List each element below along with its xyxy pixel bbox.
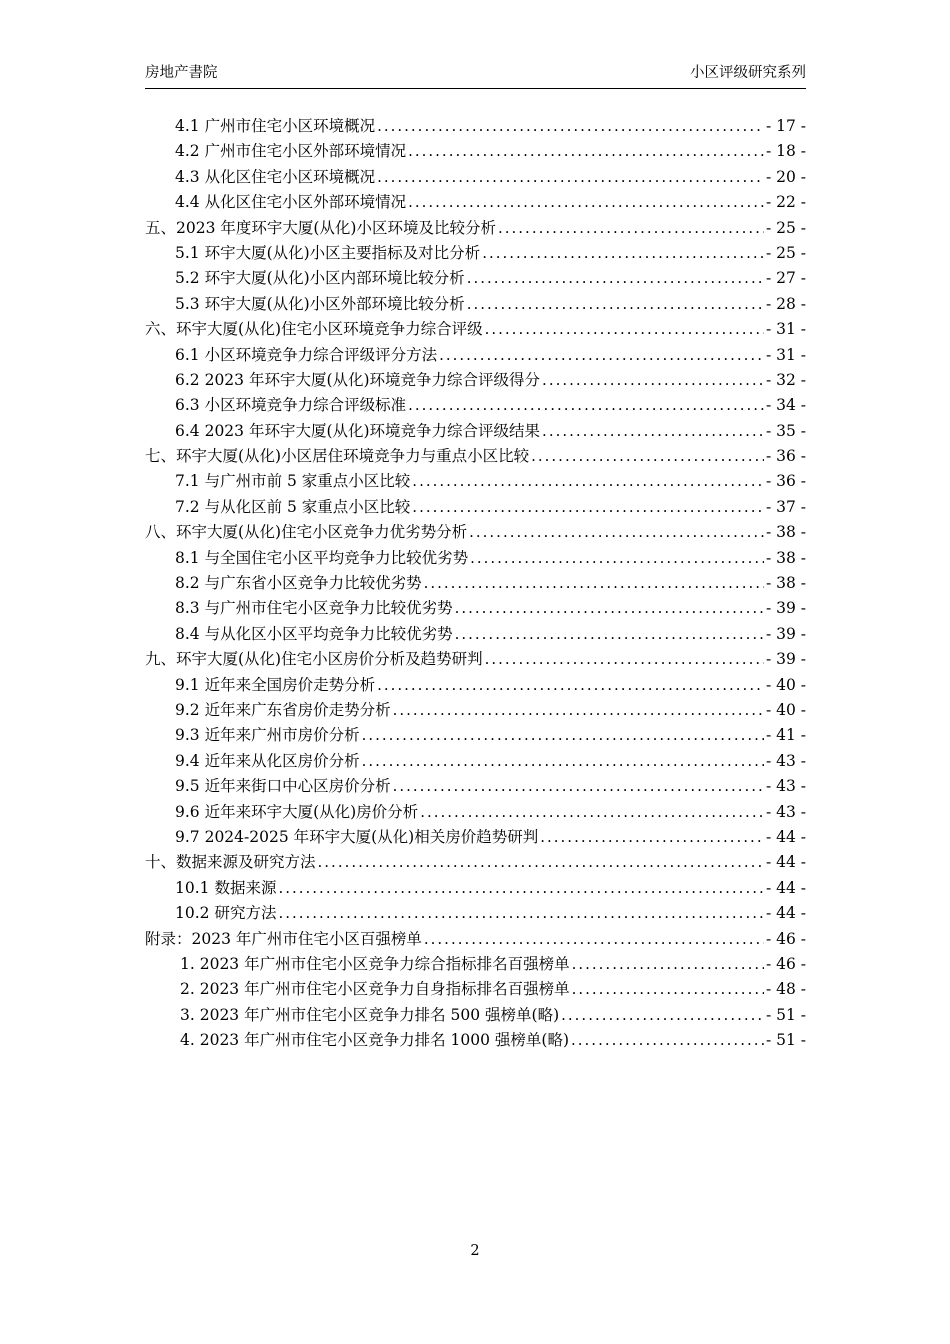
toc-entry[interactable] — [145, 927, 806, 952]
toc-page-number: - 32 - — [765, 370, 806, 389]
toc-page-number: - 20 - — [765, 167, 806, 186]
toc-entry[interactable] — [145, 292, 806, 317]
header-right-text: 小区评级研究系列 — [690, 65, 806, 81]
toc-dot-leader — [377, 114, 764, 139]
toc-dot-leader — [572, 977, 764, 1002]
toc-entry-label: 9.3 近年来广州市房价分析 — [175, 726, 360, 745]
toc-dot-leader — [467, 292, 764, 317]
toc-entry[interactable] — [145, 825, 806, 850]
toc-entry[interactable] — [145, 723, 806, 748]
toc-entry-label: 十、数据来源及研究方法 — [145, 853, 316, 872]
toc-page-number: - 27 - — [765, 269, 806, 288]
toc-entry[interactable] — [145, 216, 806, 241]
toc-entry[interactable] — [145, 368, 806, 393]
toc-page-number: - 51 - — [765, 1005, 806, 1024]
toc-dot-leader — [424, 571, 764, 596]
toc-page-number: - 22 - — [765, 193, 806, 212]
toc-page-number: - 39 - — [765, 650, 806, 669]
page-footer — [0, 1243, 950, 1259]
toc-entry[interactable] — [145, 622, 806, 647]
toc-entry-label: 9.6 近年来环宇大厦(从化)房价分析 — [175, 802, 419, 821]
toc-page-number: - 38 - — [765, 574, 806, 593]
toc-entry[interactable] — [145, 343, 806, 368]
toc-entry-label: 9.7 2024-2025 年环宇大厦(从化)相关房价趋势研判 — [175, 827, 539, 846]
toc-entry[interactable] — [145, 139, 806, 164]
toc-entry-label: 2. 2023 年广州市住宅小区竞争力自身指标排名百强榜单 — [180, 980, 570, 999]
toc-entry-label: 8.3 与广州市住宅小区竞争力比较优劣势 — [175, 599, 453, 618]
toc-entry-label: 8.4 与从化区小区平均竞争力比较优劣势 — [175, 624, 453, 643]
toc-dot-leader — [362, 723, 764, 748]
toc-page-number: - 31 - — [765, 345, 806, 364]
toc-page-number: - 44 - — [765, 904, 806, 923]
toc-entry-label: 4. 2023 年广州市住宅小区竞争力排名 1000 强榜单(略) — [180, 1031, 569, 1050]
toc-entry-label: 5.1 环宇大厦(从化)小区主要指标及对比分析 — [175, 243, 481, 262]
header-left-text: 房地产書院 — [145, 65, 218, 81]
toc-entry[interactable] — [145, 114, 806, 139]
toc-entry-label: 9.1 近年来全国房价走势分析 — [175, 675, 376, 694]
toc-entry[interactable] — [145, 596, 806, 621]
toc-page-number: - 39 - — [765, 599, 806, 618]
toc-entry-label: 6.4 2023 年环宇大厦(从化)环境竞争力综合评级结果 — [175, 421, 541, 440]
toc-entry[interactable] — [145, 749, 806, 774]
toc-page-number: - 25 - — [765, 243, 806, 262]
toc-dot-leader — [572, 952, 764, 977]
toc-entry-label: 7.1 与广州市前 5 家重点小区比较 — [175, 472, 411, 491]
toc-entry-label: 8.1 与全国住宅小区平均竞争力比较优劣势 — [175, 548, 469, 567]
toc-entry[interactable] — [145, 1028, 806, 1053]
toc-dot-leader — [561, 1003, 764, 1028]
toc-dot-leader — [455, 622, 764, 647]
toc-entry[interactable] — [145, 266, 806, 291]
toc-entry-label: 6.2 2023 年环宇大厦(从化)环境竞争力综合评级得分 — [175, 370, 541, 389]
toc-page-number: - 25 - — [765, 218, 806, 237]
toc-entry[interactable] — [145, 1003, 806, 1028]
toc-dot-leader — [377, 673, 764, 698]
toc-entry-label: 九、环宇大厦(从化)住宅小区房价分析及趋势研判 — [145, 650, 483, 669]
toc-list — [145, 114, 806, 1053]
toc-dot-leader — [485, 647, 764, 672]
toc-dot-leader — [540, 825, 764, 850]
toc-entry-label: 七、环宇大厦(从化)小区居住环境竞争力与重点小区比较 — [145, 447, 530, 466]
toc-entry[interactable] — [145, 673, 806, 698]
toc-page-number: - 34 - — [765, 396, 806, 415]
toc-entry-label: 9.4 近年来从化区房价分析 — [175, 751, 360, 770]
toc-entry-label: 3. 2023 年广州市住宅小区竞争力排名 500 强榜单(略) — [180, 1005, 560, 1024]
toc-entry[interactable] — [145, 469, 806, 494]
toc-entry[interactable] — [145, 901, 806, 926]
toc-dot-leader — [393, 774, 764, 799]
toc-dot-leader — [467, 266, 764, 291]
toc-page-number: - 48 - — [765, 980, 806, 999]
toc-entry[interactable] — [145, 774, 806, 799]
toc-entry-label: 六、环宇大厦(从化)住宅小区环境竞争力综合评级 — [145, 320, 483, 339]
toc-entry[interactable] — [145, 977, 806, 1002]
toc-entry-label: 五、2023 年度环宇大厦(从化)小区环境及比较分析 — [145, 218, 496, 237]
toc-page-number: - 46 - — [765, 929, 806, 948]
toc-page-number: - 43 - — [765, 751, 806, 770]
toc-entry-label: 附录：2023 年广州市住宅小区百强榜单 — [145, 929, 422, 948]
toc-dot-leader — [278, 901, 763, 926]
toc-page-number: - 40 - — [765, 675, 806, 694]
toc-page-number: - 40 - — [765, 700, 806, 719]
toc-dot-leader — [362, 749, 764, 774]
toc-page-number: - 37 - — [765, 497, 806, 516]
toc-entry-label: 4.3 从化区住宅小区环境概况 — [175, 167, 376, 186]
toc-entry[interactable] — [145, 393, 806, 418]
toc-dot-leader — [408, 139, 764, 164]
toc-entry[interactable] — [145, 165, 806, 190]
toc-entry[interactable] — [145, 546, 806, 571]
toc-page-number: - 18 - — [765, 142, 806, 161]
toc-dot-leader — [420, 800, 764, 825]
toc-page-number: - 46 - — [765, 954, 806, 973]
toc-entry-label: 4.1 广州市住宅小区环境概况 — [175, 117, 376, 135]
toc-page-number: - 39 - — [765, 624, 806, 643]
toc-entry-label: 10.2 研究方法 — [175, 904, 277, 923]
toc-page-number: - 36 - — [765, 447, 806, 466]
toc-entry-label: 8.2 与广东省小区竞争力比较优劣势 — [175, 574, 422, 593]
toc-page-number: - 43 - — [765, 802, 806, 821]
toc-entry[interactable] — [145, 241, 806, 266]
toc-dot-leader — [412, 469, 764, 494]
toc-entry[interactable] — [145, 571, 806, 596]
toc-dot-leader — [393, 698, 764, 723]
toc-entry[interactable] — [145, 317, 806, 342]
toc-entry-label: 八、环宇大厦(从化)住宅小区竞争力优劣势分析 — [145, 523, 468, 542]
toc-page-number: - 17 - — [765, 117, 806, 135]
toc-page-number: - 44 - — [765, 853, 806, 872]
toc-dot-leader — [318, 850, 764, 875]
toc-entry-label: 7.2 与从化区前 5 家重点小区比较 — [175, 497, 411, 516]
toc-dot-leader — [439, 343, 764, 368]
toc-dot-leader — [542, 419, 764, 444]
toc-entry-label: 6.3 小区环境竞争力综合评级标准 — [175, 396, 407, 415]
toc-entry-label: 9.5 近年来街口中心区房价分析 — [175, 777, 391, 796]
toc-entry[interactable] — [145, 444, 806, 469]
header-divider-line — [145, 88, 806, 89]
toc-dot-leader — [412, 495, 764, 520]
toc-entry[interactable] — [145, 495, 806, 520]
toc-page-number: - 28 - — [765, 294, 806, 313]
page-header — [145, 61, 806, 91]
toc-entry-label: 1. 2023 年广州市住宅小区竞争力综合指标排名百强榜单 — [180, 954, 570, 973]
toc-page-number: - 35 - — [765, 421, 806, 440]
toc-dot-leader — [485, 317, 764, 342]
toc-page-number: - 41 - — [765, 726, 806, 745]
toc-entry[interactable] — [145, 647, 806, 672]
toc-entry[interactable] — [145, 190, 806, 215]
toc-page-number: - 38 - — [765, 523, 806, 542]
toc-dot-leader — [531, 444, 764, 469]
toc-page-number: - 43 - — [765, 777, 806, 796]
toc-dot-leader — [278, 876, 763, 901]
toc-entry-label: 5.3 环宇大厦(从化)小区外部环境比较分析 — [175, 294, 465, 313]
toc-page-number: - 51 - — [765, 1031, 806, 1050]
toc-page-number: - 31 - — [765, 320, 806, 339]
toc-entry-label: 9.2 近年来广东省房价走势分析 — [175, 700, 391, 719]
toc-entry-label: 4.4 从化区住宅小区外部环境情况 — [175, 193, 407, 212]
toc-page-number: - 44 - — [765, 827, 806, 846]
toc-dot-leader — [408, 190, 764, 215]
toc-entry[interactable] — [145, 698, 806, 723]
toc-dot-leader — [377, 165, 764, 190]
toc-dot-leader — [469, 520, 764, 545]
toc-entry-label: 4.2 广州市住宅小区外部环境情况 — [175, 142, 407, 161]
toc-entry-label: 5.2 环宇大厦(从化)小区内部环境比较分析 — [175, 269, 465, 288]
toc-dot-leader — [498, 216, 764, 241]
toc-dot-leader — [542, 368, 764, 393]
toc-page-number: - 44 - — [765, 878, 806, 897]
toc-entry-label: 6.1 小区环境竞争力综合评级评分方法 — [175, 345, 438, 364]
toc-dot-leader — [455, 596, 764, 621]
toc-dot-leader — [482, 241, 764, 266]
toc-entry-label: 10.1 数据来源 — [175, 878, 277, 897]
toc-dot-leader — [470, 546, 764, 571]
toc-entry[interactable] — [145, 800, 806, 825]
toc-dot-leader — [424, 927, 764, 952]
toc-entry[interactable] — [145, 952, 806, 977]
toc-page-number: - 36 - — [765, 472, 806, 491]
footer-page-number: 2 — [470, 1243, 480, 1259]
toc-entry[interactable] — [145, 419, 806, 444]
toc-page-number: - 38 - — [765, 548, 806, 567]
toc-entry[interactable] — [145, 520, 806, 545]
toc-dot-leader — [571, 1028, 764, 1053]
toc-entry[interactable] — [145, 876, 806, 901]
toc-dot-leader — [408, 393, 764, 418]
toc-entry[interactable] — [145, 850, 806, 875]
